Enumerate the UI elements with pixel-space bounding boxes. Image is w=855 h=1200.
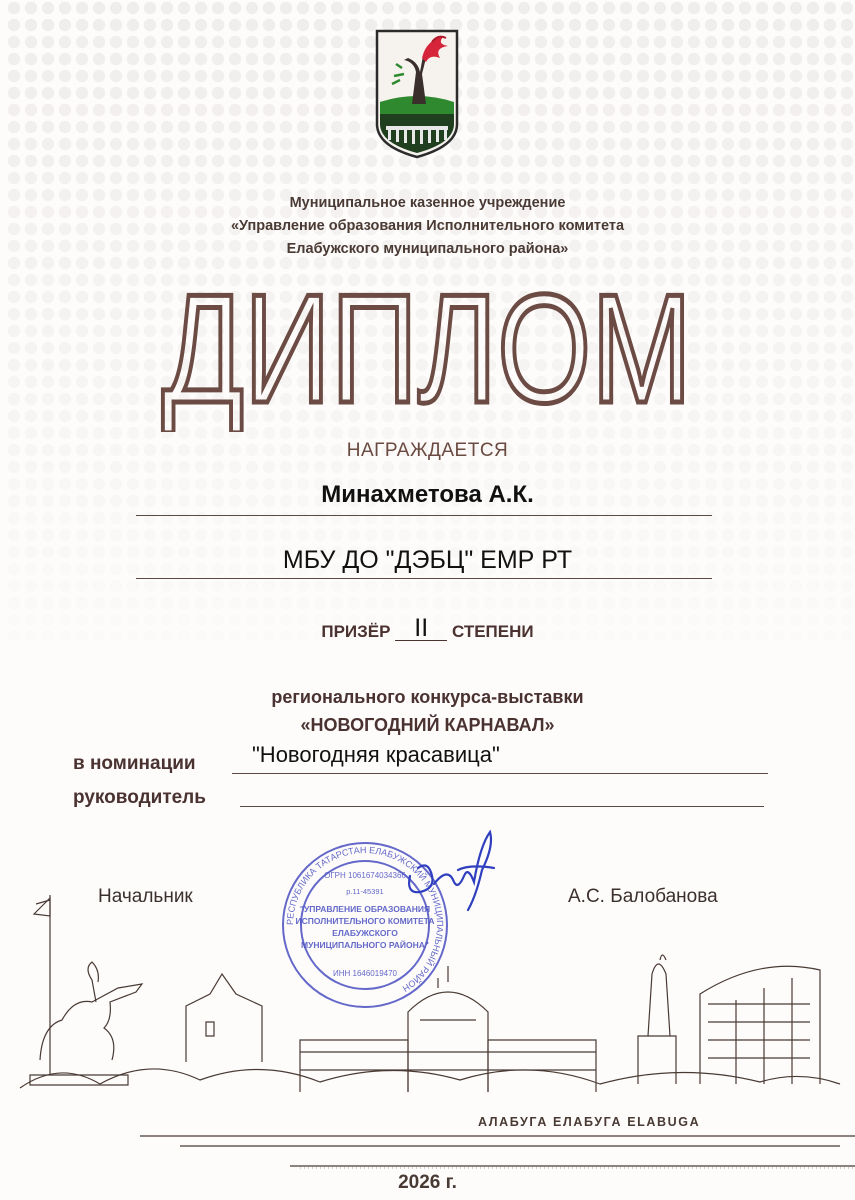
nomination-underline [232,773,768,774]
awarded-label: НАГРАЖДАЕТСЯ [346,440,509,461]
diploma-title-svg [0,272,855,432]
name-underline [136,515,712,516]
signatory-name: А.С. Балобанова [568,886,718,907]
signatory-position: Начальник [98,886,193,907]
stamp-line-1: "УПРАВЛЕНИЕ ОБРАЗОВАНИЯ [299,904,431,914]
org-line-1: Муниципальное казенное учреждение [289,195,566,211]
stamp-inn: ИНН 1646019470 [332,969,398,978]
coat-of-arms-emblem [374,28,460,160]
placement-line [0,616,855,642]
nomination-value: "Новогодняя красавица" [252,742,500,767]
stamp-line-2: ИСПОЛНИТЕЛЬНОГО КОМИТЕТА [295,916,435,926]
org-line-2: «Управление образования Исполнительного комитета [230,218,625,234]
recipient-organization: МБУ ДО "ДЭБЦ" ЕМР РТ [282,546,573,574]
stamp-outer-text: РЕСПУБЛИКА ТАТАРСТАН ЕЛАБУЖСКИЙ МУНИЦИПАЛЬНЫЙ РАЙОН [284,844,446,994]
diploma-year: 2026 г. [398,1172,457,1193]
competition-line-1: регионального конкурса-выставки [271,687,584,707]
placement-prefix: ПРИЗЁР [321,622,391,641]
recipient-name: Минахметова А.К. [321,481,534,508]
nomination-label: в номинации [73,753,196,774]
stamp-line-3: ЕЛАБУЖСКОГО [332,928,398,938]
stamp-ogrn: ОГРН 1061674034366 [324,871,406,880]
stamp-code: р.11-45391 [346,887,384,896]
placement-degree: II [395,616,447,641]
city-brand-text: АЛАБУГА ЕЛАБУГА ELABUGA [478,1115,701,1129]
placement-suffix: СТЕПЕНИ [451,622,534,641]
competition-name: «НОВОГОДНИЙ КАРНАВАЛ» [300,715,555,735]
stamp-line-4: МУНИЦИПАЛЬНОГО РАЙОНА" [301,940,429,950]
org-underline [136,578,712,579]
org-line-3: Елабужского муниципального района» [286,241,569,257]
supervisor-underline [240,806,764,807]
diploma-title: ДИПЛОМ [162,272,692,432]
handwritten-signature [398,826,508,912]
supervisor-label: руководитель [73,787,206,808]
